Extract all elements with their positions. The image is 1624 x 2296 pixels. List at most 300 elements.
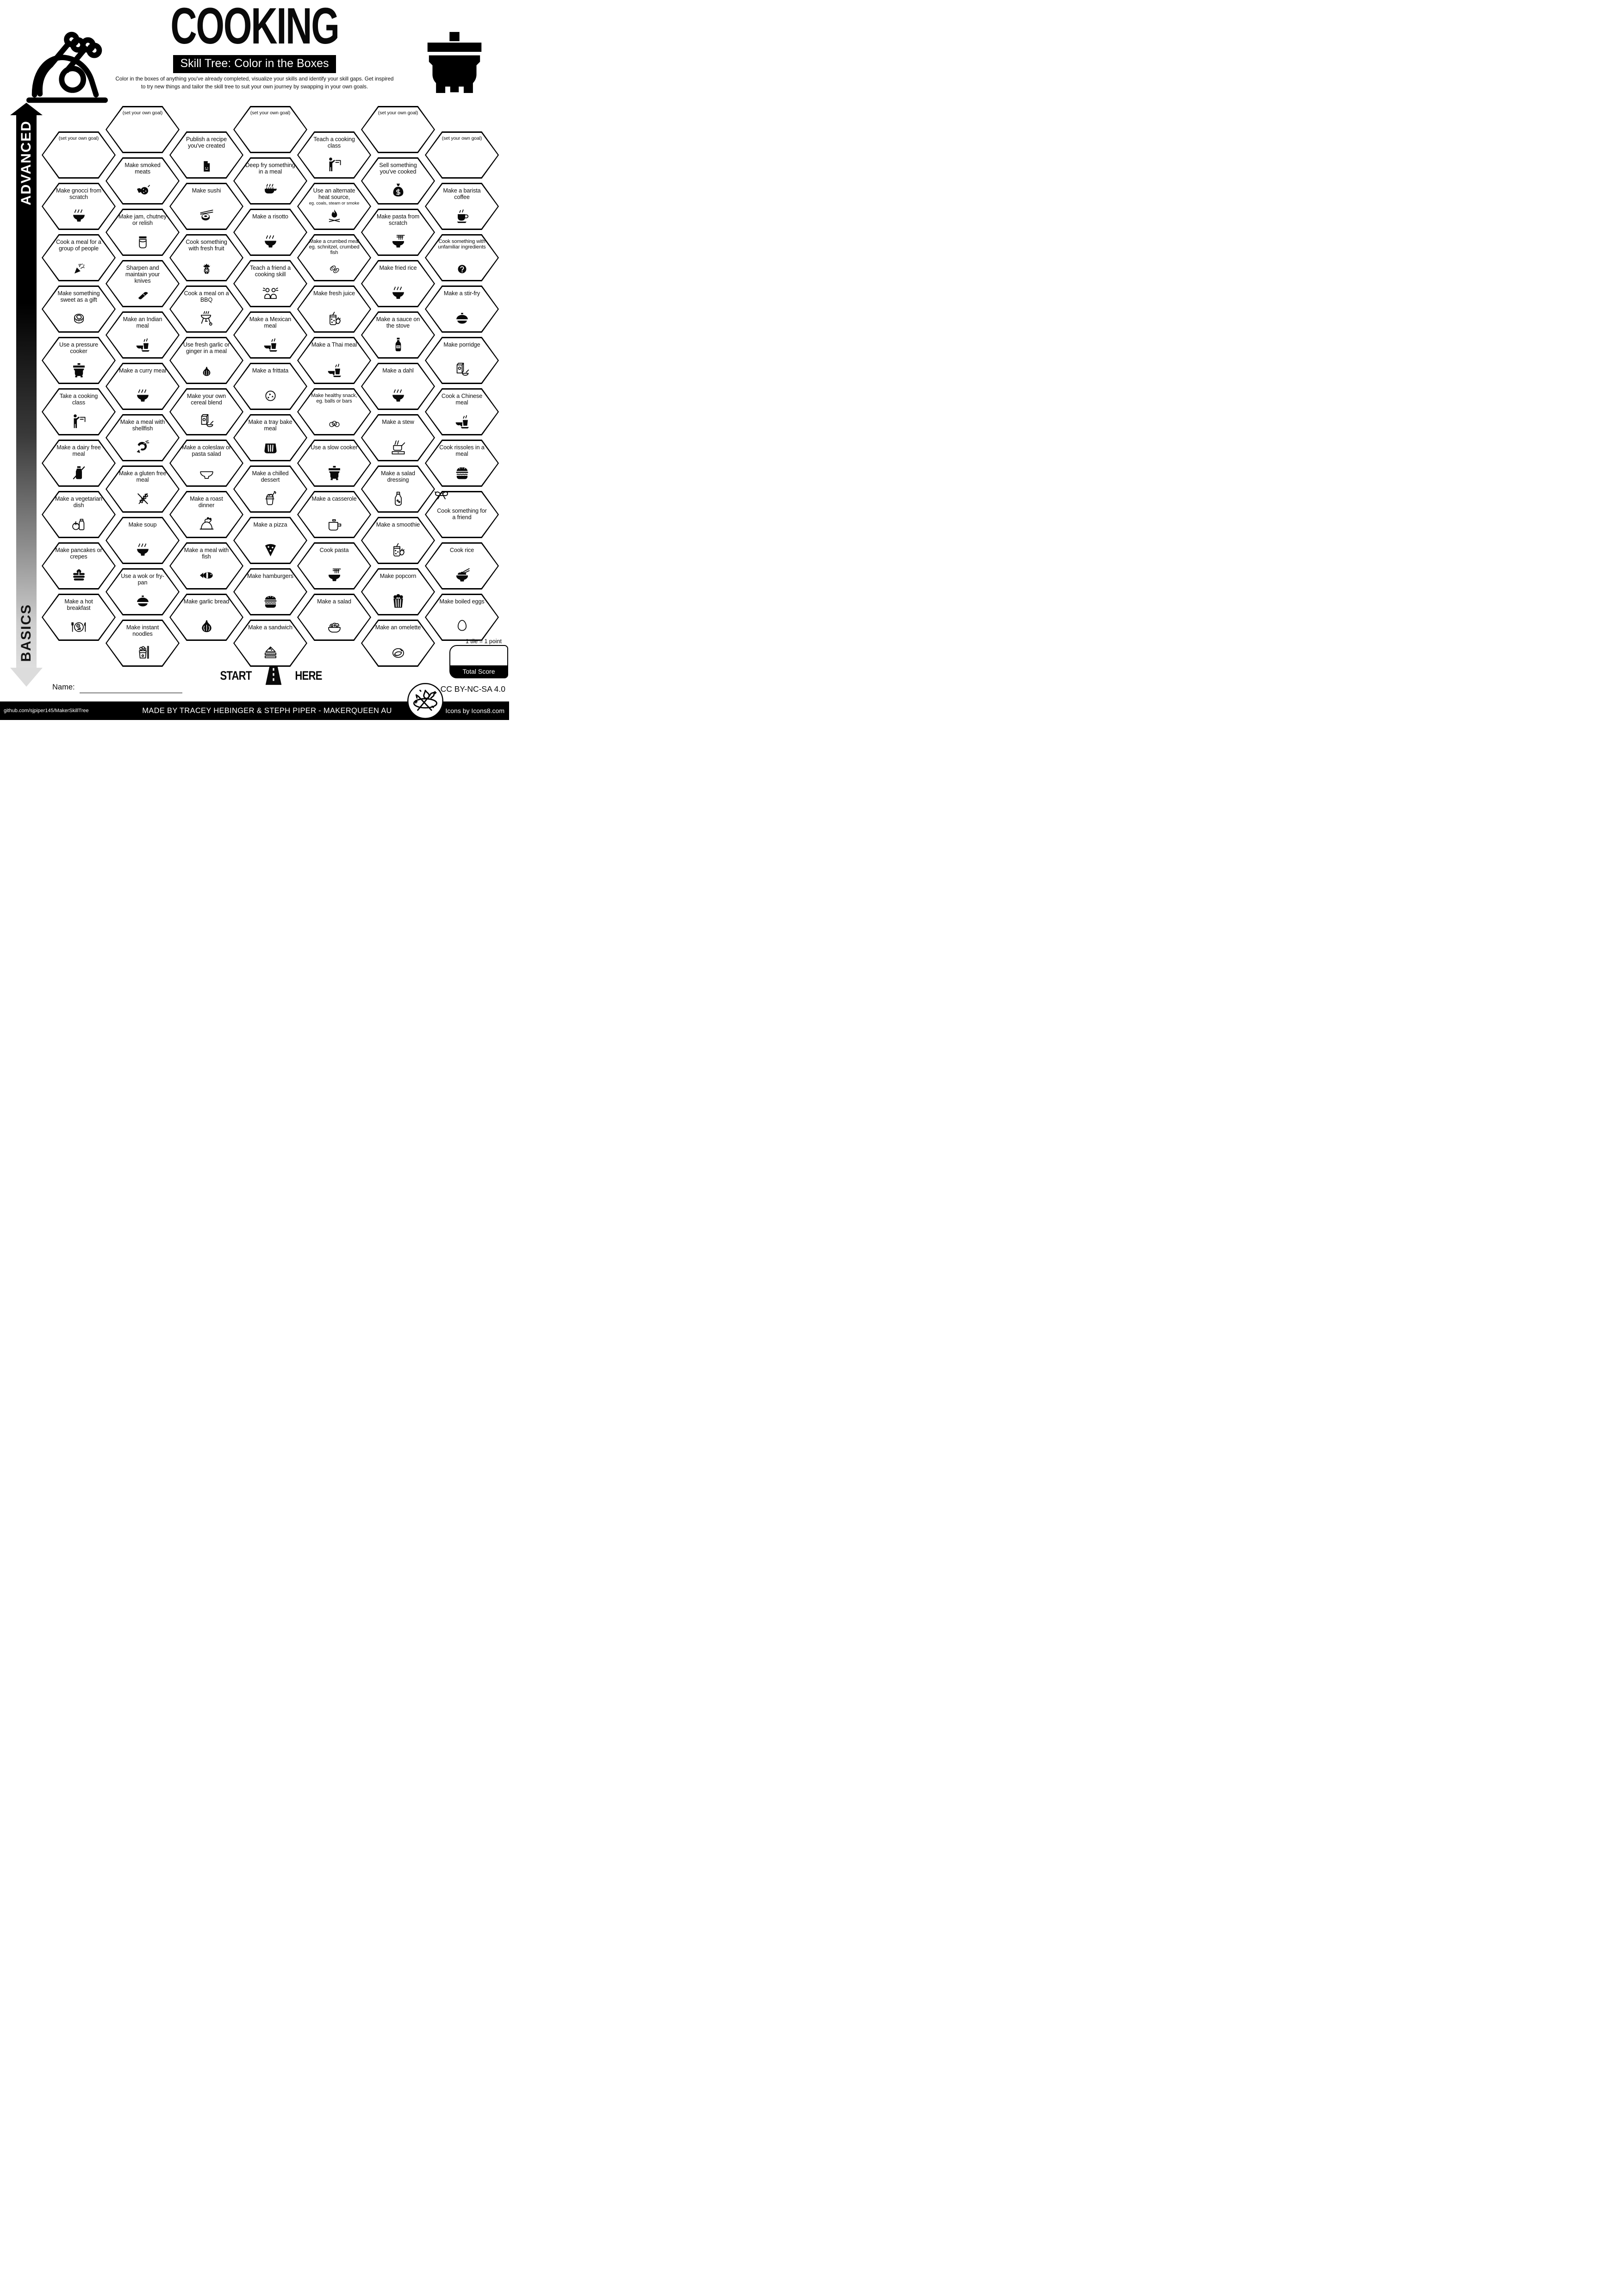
steam-bowl-icon xyxy=(390,388,406,404)
hex-cook-something-with-unfamiliar-ingredients[interactable] xyxy=(425,234,499,281)
hex-content xyxy=(426,441,498,486)
hex-make-a-barista-coffee[interactable] xyxy=(425,183,499,230)
description-line-1: Color in the boxes of anything you've already completed, visualize your skills and identify your skill gaps. Get inspired xyxy=(115,76,394,82)
hex-content xyxy=(362,107,434,152)
hex-content xyxy=(362,621,434,666)
tomato-bottle-icon xyxy=(71,516,87,532)
hex-label: Make boiled eggs xyxy=(439,598,485,605)
basics-label: BASICS xyxy=(19,603,34,662)
hex-label: Make healthy snack, eg. balls or bars xyxy=(311,392,357,404)
footer-credit: MADE BY TRACEY HEBINGER & STEPH PIPER - MAKERQUEEN AU xyxy=(142,706,392,715)
hex-make-popcorn[interactable] xyxy=(361,568,435,615)
breakfast-plate-icon xyxy=(71,619,87,635)
hex-make-a-stir-fry[interactable] xyxy=(425,285,499,333)
hex-content xyxy=(43,595,115,640)
roast-turkey-icon xyxy=(199,516,215,532)
pancakes-icon xyxy=(71,567,87,583)
hex-label: Make a sandwich xyxy=(248,624,292,631)
hex-publish-a-recipe-you-ve-created[interactable] xyxy=(169,131,243,179)
hex-content xyxy=(171,287,243,332)
hex-content xyxy=(171,236,243,280)
hex-cook-rissoles-in-a-meal[interactable] xyxy=(425,440,499,487)
hex-label: Make a chilled dessert xyxy=(252,470,289,483)
hex-content xyxy=(362,570,434,614)
hex-label: Make a pizza xyxy=(253,521,287,528)
no-wheat-icon xyxy=(135,490,151,507)
meal-set-icon xyxy=(326,362,342,378)
hex-make-a-pizza[interactable] xyxy=(233,517,307,564)
sushi-roll-icon xyxy=(199,208,215,224)
hex-label: Cook rice xyxy=(449,546,474,553)
hex-label: Use an alternate heat source, xyxy=(313,187,355,200)
hex-make-a-meal-with-fish[interactable] xyxy=(169,542,243,590)
hex-label: Make pancakes or crepes xyxy=(55,546,102,560)
recipe-doc-icon xyxy=(200,160,213,173)
hex-label: Make an omelette xyxy=(375,624,421,631)
hex-label: Cook a Chinese meal xyxy=(441,392,483,406)
garlic-icon xyxy=(200,366,213,378)
hex-take-a-cooking-class[interactable] xyxy=(42,388,116,435)
hex-label: Cook a meal on a BBQ xyxy=(184,290,229,303)
hex-content xyxy=(43,287,115,332)
cereal-box-icon xyxy=(454,362,470,378)
noodle-bowl-icon xyxy=(390,234,406,250)
hex-label: Cook something with unfamiliar ingredients xyxy=(438,238,486,250)
advanced-label: ADVANCED xyxy=(19,120,34,205)
hex-cook-pasta[interactable] xyxy=(297,542,371,590)
hex-make-a-vegetarian-dish[interactable] xyxy=(42,491,116,538)
hex-label: Make gnocci from scratch xyxy=(56,187,101,200)
pot-icon xyxy=(326,465,342,481)
hex-make-pancakes-or-crepes[interactable] xyxy=(42,542,116,590)
hex-content xyxy=(426,544,498,589)
hex-content xyxy=(299,441,370,486)
page-title: COOKING xyxy=(170,0,339,55)
hex-label: Teach a cooking class xyxy=(313,136,355,149)
hex-cook-a-meal-on-a-bbq[interactable] xyxy=(169,285,243,333)
hex-make-instant-noodles[interactable] xyxy=(106,620,180,667)
gift-bow-icon xyxy=(432,487,451,504)
hex-content xyxy=(426,184,498,229)
hex-use-a-slow-cooker[interactable] xyxy=(297,440,371,487)
hex-content xyxy=(43,338,115,383)
hex-label: Use fresh garlic or ginger in a meal xyxy=(183,341,230,354)
footer-repo-url: github.com/sjpiper145/MakerSkillTree xyxy=(4,708,89,714)
hex-label: Make a meal with fish xyxy=(184,546,229,560)
chef-knife-icon xyxy=(137,289,149,301)
hex-make-sushi[interactable] xyxy=(169,183,243,230)
hex-label: Make a Mexican meal xyxy=(249,316,292,329)
hex-content xyxy=(235,416,306,460)
hex-make-a-curry-meal[interactable] xyxy=(106,363,180,410)
hex-content xyxy=(171,390,243,434)
hex-label: Make a stir-fry xyxy=(443,290,480,297)
total-score-box[interactable] xyxy=(449,645,508,678)
baking-tray-icon xyxy=(262,439,279,455)
hex-content xyxy=(299,492,370,537)
hex-make-porridge[interactable] xyxy=(425,337,499,384)
hex-content xyxy=(171,595,243,640)
hex-label: Make a sauce on the stove xyxy=(376,316,420,329)
hex-content xyxy=(426,287,498,332)
meal-set-icon xyxy=(262,336,279,353)
hex-make-a-thai-meal[interactable] xyxy=(297,337,371,384)
hex-make-a-mexican-meal[interactable] xyxy=(233,311,307,359)
steam-bowl-icon xyxy=(390,285,406,301)
hex-set-your-own-goal-d[interactable] xyxy=(233,106,307,153)
license-text: CC BY-NC-SA 4.0 xyxy=(440,684,505,694)
hex-label: Deep fry something in a meal xyxy=(245,161,295,175)
hex-make-soup[interactable] xyxy=(106,517,180,564)
hex-make-hamburgers[interactable] xyxy=(233,568,307,615)
egg-icon xyxy=(454,619,470,635)
hex-make-garlic-bread[interactable] xyxy=(169,594,243,641)
hex-content xyxy=(107,467,179,512)
hex-make-a-risotto[interactable] xyxy=(233,209,307,256)
hex-make-a-dahl[interactable] xyxy=(361,363,435,410)
here-label: HERE xyxy=(295,668,322,683)
hex-content xyxy=(107,313,179,358)
hex-label: Make sushi xyxy=(192,187,221,194)
cereal-box-icon xyxy=(199,413,215,429)
hex-content xyxy=(235,261,306,306)
hex-make-a-hot-breakfast[interactable] xyxy=(42,594,116,641)
hex-label: Make smoked meats xyxy=(124,161,161,175)
pot-icon xyxy=(71,362,87,378)
hex-label: Make a roast dinner xyxy=(190,495,223,509)
arrow-up-icon xyxy=(10,103,43,115)
hex-content xyxy=(426,338,498,383)
hex-make-jam-chutney-or-relish[interactable] xyxy=(106,209,180,256)
hex-content xyxy=(43,544,115,589)
hex-content xyxy=(171,133,243,178)
hex-sharpen-and-maintain-your-knives[interactable] xyxy=(106,260,180,307)
rice-bowl-icon xyxy=(454,567,470,583)
hex-content xyxy=(299,338,370,383)
hex-label: (set your own goal) xyxy=(122,110,163,116)
hex-label: (set your own goal) xyxy=(442,136,482,141)
hex-content xyxy=(235,364,306,409)
subtitle-text: Skill Tree: Color in the Boxes xyxy=(173,55,336,73)
hex-label: Make popcorn xyxy=(380,572,417,579)
hex-content xyxy=(171,492,243,537)
hex-cook-a-chinese-meal[interactable] xyxy=(425,388,499,435)
teach-board-icon xyxy=(326,156,342,173)
hex-make-a-frittata[interactable] xyxy=(233,363,307,410)
juice-jar-icon xyxy=(326,310,342,327)
hex-make-a-dairy-free-meal[interactable] xyxy=(42,440,116,487)
hex-label: Make pasta from scratch xyxy=(376,213,420,226)
hex-make-gnocci-from-scratch[interactable] xyxy=(42,183,116,230)
hex-make-a-salad[interactable] xyxy=(297,594,371,641)
hex-label: Make a coleslaw or pasta salad xyxy=(182,444,231,457)
hex-content xyxy=(171,441,243,486)
hex-label: Use a slow cooker xyxy=(311,444,358,451)
pizza-slice-icon xyxy=(262,542,279,558)
party-popper-icon xyxy=(73,263,85,275)
hex-label: Sharpen and maintain your knives xyxy=(125,264,160,284)
fish-icon xyxy=(199,567,215,583)
hex-content xyxy=(107,570,179,614)
hex-content xyxy=(362,416,434,460)
hex-make-smoked-meats[interactable] xyxy=(106,157,180,205)
hex-label: Make porridge xyxy=(443,341,480,348)
hex-label: Make a gluten free meal xyxy=(118,470,167,483)
shrimp-icon xyxy=(135,439,151,455)
hex-content xyxy=(362,467,434,512)
start-label: START xyxy=(220,668,252,683)
hex-make-something-sweet-as-a-gift[interactable] xyxy=(42,285,116,333)
hex-label: Make garlic bread xyxy=(183,598,230,605)
hex-make-an-indian-meal[interactable] xyxy=(106,311,180,359)
sandwich-icon xyxy=(262,645,279,661)
hex-content xyxy=(107,518,179,563)
hex-use-a-pressure-cooker[interactable] xyxy=(42,337,116,384)
hex-content xyxy=(362,261,434,306)
hex-label: Teach a friend a cooking skill xyxy=(249,264,291,278)
frittata-pie-icon xyxy=(262,388,279,404)
hex-make-pasta-from-scratch[interactable] xyxy=(361,209,435,256)
hex-content xyxy=(107,210,179,255)
hex-make-fried-rice[interactable] xyxy=(361,260,435,307)
question-mark-icon xyxy=(456,263,468,275)
hex-label: Make a hot breakfast xyxy=(64,598,93,611)
dessert-cup-icon xyxy=(262,490,279,507)
hex-make-healthy-snack-eg-balls-or-bars[interactable] xyxy=(297,388,371,435)
hex-set-your-own-goal-b[interactable] xyxy=(106,106,180,153)
hex-label: Make an Indian meal xyxy=(123,316,162,329)
makerqueen-logo xyxy=(406,682,444,720)
no-dairy-bottle-icon xyxy=(71,465,87,481)
hex-label: Make a meal with shellfish xyxy=(120,418,165,432)
hex-content xyxy=(43,390,115,434)
salad-bowl-icon xyxy=(326,619,342,635)
hex-cook-a-meal-for-a-group-of-people[interactable] xyxy=(42,234,116,281)
hex-content xyxy=(299,236,370,280)
hex-content xyxy=(426,595,498,640)
steam-bowl-icon xyxy=(135,542,151,558)
hex-label: Make a smoothie xyxy=(376,521,420,528)
hex-make-a-stew[interactable] xyxy=(361,414,435,461)
hex-content xyxy=(235,621,306,666)
hex-label: Take a cooking class xyxy=(59,392,98,406)
hex-label: Make jam, chutney or relish xyxy=(118,213,167,226)
steam-bowl-icon xyxy=(71,208,87,224)
hex-content xyxy=(235,210,306,255)
hex-use-an-alternate-heat-source[interactable] xyxy=(297,183,371,230)
hex-label: (set your own goal) xyxy=(58,136,99,141)
hex-make-an-omelette[interactable] xyxy=(361,620,435,667)
score-note: 1 tile = 1 point xyxy=(465,638,502,645)
hex-set-your-own-goal-a[interactable] xyxy=(42,131,116,179)
hex-label: Publish a recipe you've created xyxy=(186,136,227,149)
hex-make-a-crumbed-meal-eg-schnitzel-crumbed-fish[interactable] xyxy=(297,234,371,281)
hex-deep-fry-something-in-a-meal[interactable] xyxy=(233,157,307,205)
hex-content xyxy=(362,210,434,255)
hex-content xyxy=(426,492,498,537)
hex-label: Cook a meal for a group of people xyxy=(56,238,101,252)
wok-lid-icon xyxy=(135,593,151,609)
hex-content xyxy=(299,184,370,229)
hex-label: Cook rissoles in a meal xyxy=(439,444,485,457)
name-label: Name: xyxy=(52,683,75,691)
hex-content xyxy=(426,236,498,280)
stove-pot-icon xyxy=(390,439,406,455)
hex-label: Use a wok or fry-pan xyxy=(121,572,164,586)
hex-content xyxy=(299,133,370,178)
hex-content xyxy=(43,133,115,178)
steam-bowl-icon xyxy=(135,388,151,404)
omelette-plate-icon xyxy=(390,645,406,661)
hex-make-a-coleslaw-or-pasta-salad[interactable] xyxy=(169,440,243,487)
hex-make-a-meal-with-shellfish[interactable] xyxy=(106,414,180,461)
hex-label: Sell something you've cooked xyxy=(379,161,417,175)
hex-teach-a-cooking-class[interactable] xyxy=(297,131,371,179)
total-score-label: Total Score xyxy=(450,665,507,677)
hex-cook-something-with-fresh-fruit[interactable] xyxy=(169,234,243,281)
hex-make-a-salad-dressing[interactable] xyxy=(361,465,435,513)
campfire-icon xyxy=(326,208,342,224)
coffee-cup-icon xyxy=(454,208,470,224)
hex-make-a-roast-dinner[interactable] xyxy=(169,491,243,538)
hex-set-your-own-goal-g[interactable] xyxy=(425,131,499,179)
hex-content xyxy=(235,570,306,614)
hex-label: Use a pressure cooker xyxy=(59,341,98,354)
hex-label: Make a curry meal xyxy=(119,367,166,374)
meal-set-icon xyxy=(454,413,470,429)
hex-content xyxy=(43,492,115,537)
hex-label: Make soup xyxy=(128,521,157,528)
sauce-bottle-icon xyxy=(390,336,406,353)
hex-content xyxy=(235,159,306,204)
hex-content xyxy=(426,390,498,434)
hex-make-fresh-juice[interactable] xyxy=(297,285,371,333)
jam-jar-icon xyxy=(135,234,151,250)
hex-label: (set your own goal) xyxy=(378,110,418,116)
hex-label: Make a vegetarian dish xyxy=(55,495,102,509)
noodle-bowl-icon xyxy=(326,567,342,583)
cauldron-icon xyxy=(423,29,486,96)
hex-label: Cook something for a friend xyxy=(437,507,487,521)
hex-content xyxy=(235,313,306,358)
hex-label: Cook something with fresh fruit xyxy=(186,238,227,252)
hex-label: Make fresh juice xyxy=(313,290,355,297)
hex-content xyxy=(299,544,370,589)
salami-icon xyxy=(135,182,151,199)
hex-cook-rice[interactable] xyxy=(425,542,499,590)
hex-content xyxy=(107,621,179,666)
hex-make-a-gluten-free-meal[interactable] xyxy=(106,465,180,513)
footer-icons-credit: Icons by Icons8.com xyxy=(445,707,504,714)
two-people-icon xyxy=(262,285,279,301)
hex-label: Make a barista coffee xyxy=(443,187,481,200)
hex-content xyxy=(235,518,306,563)
difficulty-axis xyxy=(10,103,43,687)
hex-use-a-wok-or-fry-pan[interactable] xyxy=(106,568,180,615)
hex-label: Make a dahl xyxy=(382,367,414,374)
hex-label: Make a risotto xyxy=(252,213,288,220)
hex-content xyxy=(299,390,370,434)
eggs-trio-icon xyxy=(328,417,341,429)
hex-set-your-own-goal-f[interactable] xyxy=(361,106,435,153)
hex-label: (set your own goal) xyxy=(250,110,291,116)
hex-content xyxy=(362,518,434,563)
hex-content xyxy=(43,441,115,486)
hex-teach-a-friend-a-cooking-skill[interactable] xyxy=(233,260,307,307)
hex-make-a-chilled-dessert[interactable] xyxy=(233,465,307,513)
bbq-grill-icon xyxy=(199,310,215,327)
money-bag-icon xyxy=(390,182,406,199)
garlic-icon xyxy=(199,619,215,635)
hex-make-boiled-eggs[interactable] xyxy=(425,594,499,641)
cooking-skill-tree-poster xyxy=(0,0,509,720)
hex-make-a-sauce-on-the-stove[interactable] xyxy=(361,311,435,359)
noodle-cup-icon xyxy=(135,645,151,661)
hex-make-a-tray-bake-meal[interactable] xyxy=(233,414,307,461)
hex-content xyxy=(299,595,370,640)
hex-content xyxy=(107,416,179,460)
hex-content xyxy=(107,159,179,204)
hex-label: Make hamburgers xyxy=(247,572,293,579)
hex-label: Make a casserole xyxy=(311,495,357,502)
hex-use-fresh-garlic-or-ginger-in-a-meal[interactable] xyxy=(169,337,243,384)
hex-content xyxy=(107,364,179,409)
hex-label: Make a frittata xyxy=(252,367,289,374)
hex-content xyxy=(426,133,498,178)
hex-make-a-sandwich[interactable] xyxy=(233,620,307,667)
popcorn-icon xyxy=(390,593,406,609)
dressing-bottle-icon xyxy=(390,490,406,507)
smoothie-jar-icon xyxy=(390,542,406,558)
hex-make-a-smoothie[interactable] xyxy=(361,517,435,564)
hex-label: Make instant noodles xyxy=(126,624,159,637)
hex-make-a-casserole[interactable] xyxy=(297,491,371,538)
schnitzel-icon xyxy=(328,263,341,275)
hex-content xyxy=(171,338,243,383)
teach-board-icon xyxy=(71,413,87,429)
hex-make-your-own-cereal-blend[interactable] xyxy=(169,388,243,435)
hex-content xyxy=(171,544,243,589)
hex-content xyxy=(362,313,434,358)
hex-label: Make a tray bake meal xyxy=(248,418,292,432)
hex-label: Make fried rice xyxy=(379,264,417,271)
steam-bowl-icon xyxy=(262,234,279,250)
hex-label: Make a stew xyxy=(382,418,414,425)
hex-label: Make a salad xyxy=(317,598,351,605)
hex-content xyxy=(43,236,115,280)
hex-content xyxy=(235,107,306,152)
hex-content xyxy=(107,107,179,152)
description-line-2: to try new things and tailor the skill tree to suit your own journey by swapping in your own goals. xyxy=(141,83,368,90)
burger-icon xyxy=(262,593,279,609)
hex-label: Make your own cereal blend xyxy=(187,392,226,406)
hex-content xyxy=(43,184,115,229)
hex-content xyxy=(171,184,243,229)
hex-content xyxy=(235,467,306,512)
hex-content xyxy=(299,287,370,332)
hex-label: Make a salad dressing xyxy=(381,470,415,483)
pineapple-icon xyxy=(200,263,213,275)
hex-content xyxy=(362,364,434,409)
wok-lid-icon xyxy=(454,310,470,327)
plain-bowl-icon xyxy=(199,465,215,481)
hex-label: Make a dairy free meal xyxy=(56,444,101,457)
hex-sell-something-you-ve-cooked[interactable] xyxy=(361,157,435,205)
meal-set-icon xyxy=(135,336,151,353)
hex-label: Cook pasta xyxy=(319,546,349,553)
hex-cook-something-for-a-friend[interactable] xyxy=(425,491,499,538)
hex-sublabel: eg. coals, steam or smoke xyxy=(309,200,360,205)
